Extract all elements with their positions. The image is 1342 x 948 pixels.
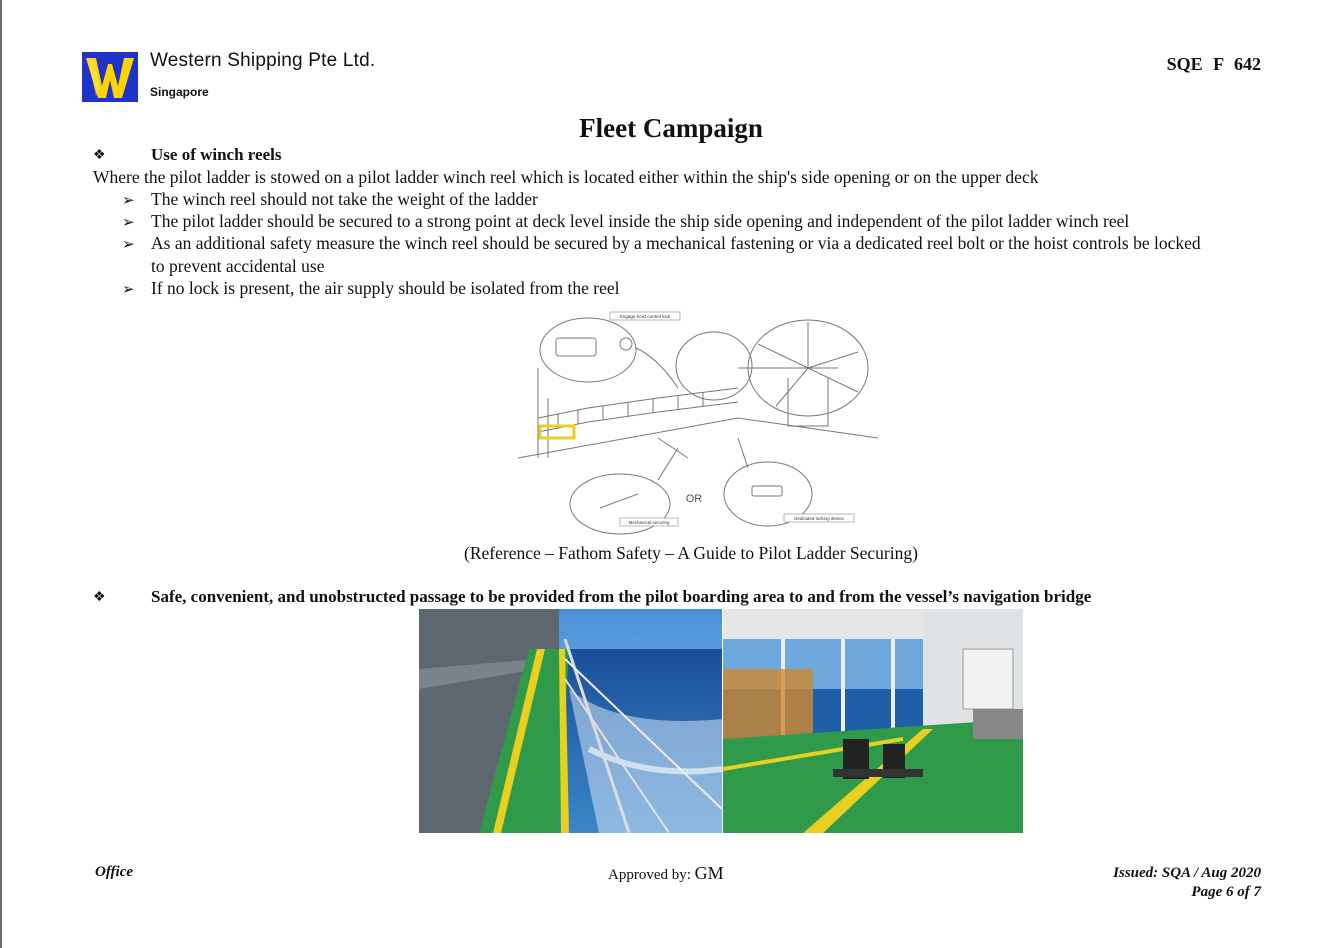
diagram-label-dedicated: Dedicated locking device: [794, 516, 844, 521]
section-heading-winch-reels: Use of winch reels: [151, 145, 282, 164]
footer-page-number: Page 6 of 7: [1191, 884, 1261, 900]
deck-walkway-photo-left: [419, 609, 722, 833]
arrow-bullet-icon: ➢: [122, 282, 135, 298]
list-item-continuation: to prevent accidental use: [151, 256, 325, 276]
section-heading-passage: Safe, convenient, and unobstructed passage to be provided from the pilot boarding area to and from the vessel’s navigation bridge: [151, 587, 1092, 606]
list-item: As an additional safety measure the winch reel should be secured by a mechanical fastening or via a dedicated reel bolt or the hoist controls be locked: [151, 233, 1201, 253]
diamond-bullet-icon: ❖: [93, 148, 106, 163]
winch-reel-diagram: [508, 308, 888, 536]
page-title: Fleet Campaign: [579, 113, 763, 143]
footer-approval: [608, 863, 724, 884]
company-location: Singapore: [150, 85, 209, 99]
arrow-bullet-icon: ➢: [122, 237, 135, 253]
arrow-bullet-icon: ➢: [122, 215, 135, 231]
diagram-label-mechanical: Mechanical securing: [628, 520, 670, 525]
list-item: The winch reel should not take the weight of the ladder: [151, 189, 538, 209]
diagram-label-or: OR: [685, 493, 703, 505]
approved-by-value: GM: [694, 863, 724, 883]
company-logo: [82, 52, 138, 102]
arrow-bullet-icon: ➢: [122, 193, 135, 209]
list-item: If no lock is present, the air supply should be isolated from the reel: [151, 278, 620, 298]
footer-office: Office: [95, 864, 134, 880]
approved-by-label: Approved by:: [608, 867, 691, 883]
footer-issued: Issued: SQA / Aug 2020: [1113, 865, 1261, 881]
diamond-bullet-icon: ❖: [93, 590, 106, 605]
company-name: Western Shipping Pte Ltd.: [150, 50, 376, 71]
list-item: The pilot ladder should be secured to a strong point at deck level inside the ship side opening and independent of the pilot ladder winch reel: [151, 211, 1130, 231]
diagram-label-top: Engage hoist control lock: [619, 314, 671, 319]
section-intro: Where the pilot ladder is stowed on a pilot ladder winch reel which is located either within the ship's side opening or on the upper deck: [93, 167, 1039, 187]
footer-issue-info: [1113, 864, 1261, 902]
document-code: SQE F 642: [1166, 54, 1261, 74]
deck-walkway-photo-right: [723, 609, 1023, 833]
diagram-caption: (Reference – Fathom Safety – A Guide to Pilot Ladder Securing): [464, 543, 918, 563]
